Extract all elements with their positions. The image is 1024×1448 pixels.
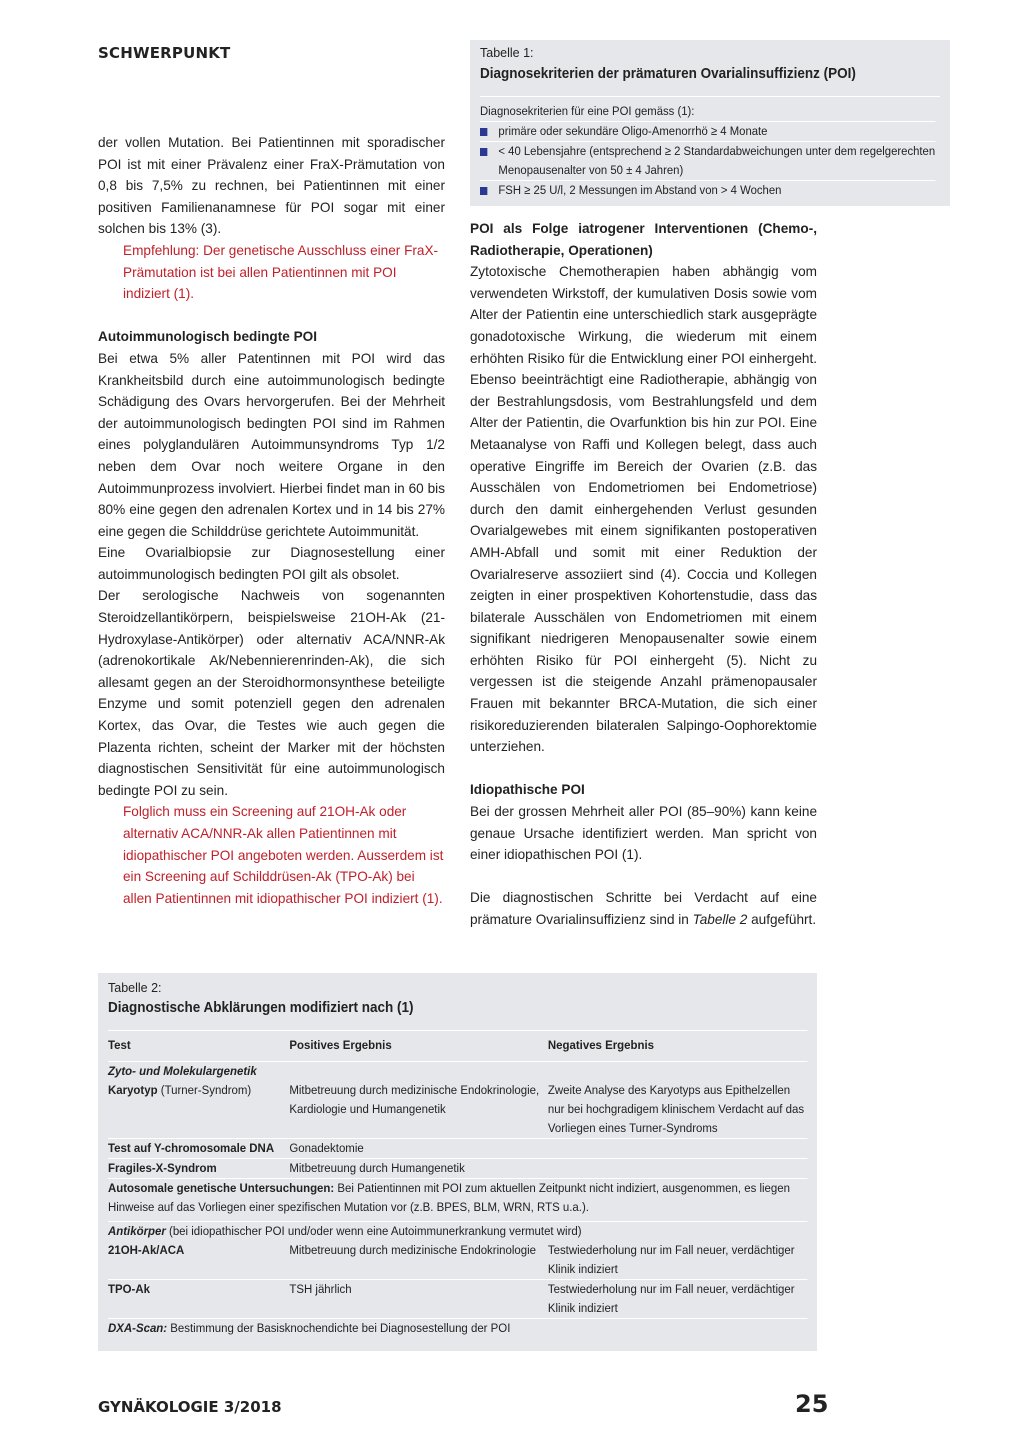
- left-column: [98, 132, 445, 909]
- list-item: FSH ≥ 25 U/l, 2 Messungen im Abstand von > 4 Wochen: [480, 180, 935, 200]
- table-row: DXA-Scan: Bestimmung der Basisknochendichte bei Diagnosestellung der POI: [108, 1319, 807, 1339]
- recommendation: Folglich muss ein Screening auf 21OH-Ak oder alternativ ACA/NNR-Ak allen Patientinnen mit idiopathischer POI angeboten werden. Ausserdem ist ein Screening auf Schilddrüsen-Ak (TPO-Ak) bei allen Patientinnen mit idiopathischer POI indiziert (1).: [123, 804, 444, 906]
- bullet-square-icon: [480, 187, 487, 195]
- paragraph: der vollen Mutation. Bei Patientinnen mit sporadischer POI ist mit einer Prävalenz einer FraX-Prämutation von 0,8 bis 7,5% zu rechnen, bei Patientinnen mit einer positiven Familienanamnese für POI sogar mit einer solchen bis 13% (3).: [98, 135, 445, 237]
- right-column: [470, 218, 817, 931]
- table-2: [98, 973, 817, 1351]
- table-1: [470, 40, 950, 206]
- subheading: Idiopathische POI: [470, 782, 585, 798]
- list-item: primäre oder sekundäre Oligo-Amenorrhö ≥ 4 Monate: [480, 121, 935, 141]
- table-title: Diagnosekriterien der prämaturen Ovarialinsuffizienz (POI): [480, 65, 856, 82]
- table-row: Karyotyp (Turner-Syndrom) Mitbetreuung durch medizinische Endokrinologie, Kardiologie und Humangenetik Zweite Analyse des Karyotyps aus Epithelzellen nur bei hochgradigem klinischem Verdacht auf das Vorliegen eines Turner-Syndroms: [108, 1083, 805, 1135]
- table-title: Diagnostische Abklärungen modifiziert nach (1): [108, 999, 414, 1016]
- recommendation: Empfehlung: Der genetische Ausschluss einer FraX-Prämutation ist bei allen Patientinnen mit POI indiziert (1).: [123, 242, 439, 302]
- table-row: Autosomale genetische Untersuchungen: Bei Patientinnen mit POI zum aktuellen Zeitpunkt nicht indiziert, ausgenommen, es liegen Hinweise auf das Vorliegen einer spezifischen Mutation vor (z.B. BPES, BLM, WRN, RTS u.a.).: [108, 1179, 807, 1218]
- bullet-square-icon: [480, 128, 487, 136]
- table-label: Tabelle 1:: [480, 46, 534, 60]
- table-label: Tabelle 2:: [108, 981, 162, 995]
- paragraph: Zytotoxische Chemotherapien haben abhängig vom verwendeten Wirkstoff, der kumulativen Dosis sowie vom Alter der Patientin eine unterschiedlich stark ausgeprägte gonadotoxische Wirkung, die wiederum mit einem erhöhten Risiko für die Entwicklung einer POI einhergeht. Ebenso beeinträchtigt eine Radiotherapie, abhängig von der Bestrahlungsdosis, vom Bestrahlungsfeld und dem Alter der Patientin, die Ovarfunktion bis hin zur POI. Eine Metaanalyse von Raffi und Kollegen belegt, dass auch operative Eingriffe im Bereich der Ovarien (z.B. das Ausschälen von Endometriomen bei Endometriose) durch den damit einhergehenden Verlust gesunden Ovarialgewebes mit einem signifikanten postoperativen AMH-Abfall und somit mit einer Reduktion der Ovarialreserve assoziiert sind (4). Coccia und Kollegen zeigten in einer prospektiven Kohortenstudie, dass das bilaterale Ausschälen von Endometriomen mit einem signifikant niedrigeren Menopausenalter sowie einem erhöhten Risiko für POI einhergeht (5). Nicht zu vergessen ist die steigende Anzahl prämenopausaler Frauen mit bekannter BRCA-Mutation, die sich einer risikoreduzierenden bilateralen Salpingo-Oophorektomie unterziehen.: [470, 264, 817, 755]
- paragraph: Die diagnostischen Schritte bei Verdacht auf eine prämature Ovarialinsuffizienz sind in Tabelle 2 aufgeführt.: [470, 890, 817, 927]
- journal-footer: GYNÄKOLOGIE 3/2018: [98, 1398, 282, 1416]
- section-header: SCHWERPUNKT: [98, 44, 231, 62]
- table-intro: Diagnosekriterien für eine POI gemäss (1):: [480, 104, 695, 118]
- table-row: Fragiles-X-Syndrom Mitbetreuung durch Humangenetik: [108, 1159, 807, 1179]
- paragraph: Bei etwa 5% aller Patentinnen mit POI wird das Krankheitsbild durch eine autoimmunologisch bedingte Schädigung des Ovars hervorgerufen. Bei der Mehrheit der autoimmunologisch bedingten POI sind im Rahmen eines polyglandulären Autoimmunsyndroms Typ 1/2 neben dem Ovar noch weitere Organe in den Autoimmunprozess involviert. Hierbei findet man in 60 bis 80% eine gegen den adrenalen Kortex und in 14 bis 27% eine gegen die Schilddrüse gerichtete Autoimmunität.: [98, 350, 445, 539]
- table-group-row: Antikörper (bei idiopathischer POI und/oder wenn eine Autoimmunerkrankung vermutet wird): [108, 1222, 807, 1242]
- list-item: < 40 Lebensjahre (entsprechend ≥ 2 Standardabweichungen unter dem regelgerechten Menopausenalter von 50 ± 4 Jahren): [480, 141, 935, 180]
- subheading: Autoimmunologisch bedingte POI: [98, 329, 318, 345]
- table-header-row: Test Positives Ergebnis Negatives Ergebnis: [108, 1031, 807, 1056]
- page-number: 25: [795, 1390, 829, 1418]
- paragraph: Der serologische Nachweis von sogenannten Steroidzellantikörpern, beispielsweise 21OH-Ak (21-Hydroxylase-Antikörper) oder alternativ ACA/NNR-Ak (adrenokortikale Ak/Nebennierenrinden-Ak), die sich allesamt gegen an der Steroidhormonsynthese beteiligte Enzyme und somit potenziell gegen den adrenalen Kortex, das Ovar, die Testes wie auch gegen die Plazenta richten, scheint der Marker mit der höchsten diagnostischen Sensitivität für eine autoimmunologisch bedingte POI zu sein.: [98, 588, 445, 798]
- table-row: 21OH-Ak/ACA Mitbetreuung durch medizinische Endokrinologie Testwiederholung nur im Fall neuer, verdächtiger Klinik indiziert: [108, 1243, 795, 1276]
- table-row: Test auf Y-chromosomale DNA Gonadektomie: [108, 1139, 807, 1159]
- paragraph: Bei der grossen Mehrheit aller POI (85–90%) kann keine genaue Ursache identifiziert werden. Man spricht von einer idiopathischen POI (1).: [470, 804, 817, 863]
- table-group-row: Zyto- und Molekulargenetik: [108, 1062, 807, 1082]
- criteria-list: [480, 102, 935, 200]
- subheading: POI als Folge iatrogener Interventionen (Chemo-, Radiotherapie, Operationen): [470, 221, 817, 258]
- paragraph: Eine Ovarialbiopsie zur Diagnosestellung einer autoimmunologisch bedingten POI gilt als obsolet.: [98, 545, 445, 582]
- bullet-square-icon: [480, 148, 487, 156]
- diagnostics-table: [108, 1030, 807, 1338]
- table-row: TPO-Ak TSH jährlich Testwiederholung nur im Fall neuer, verdächtiger Klinik indiziert: [108, 1280, 807, 1319]
